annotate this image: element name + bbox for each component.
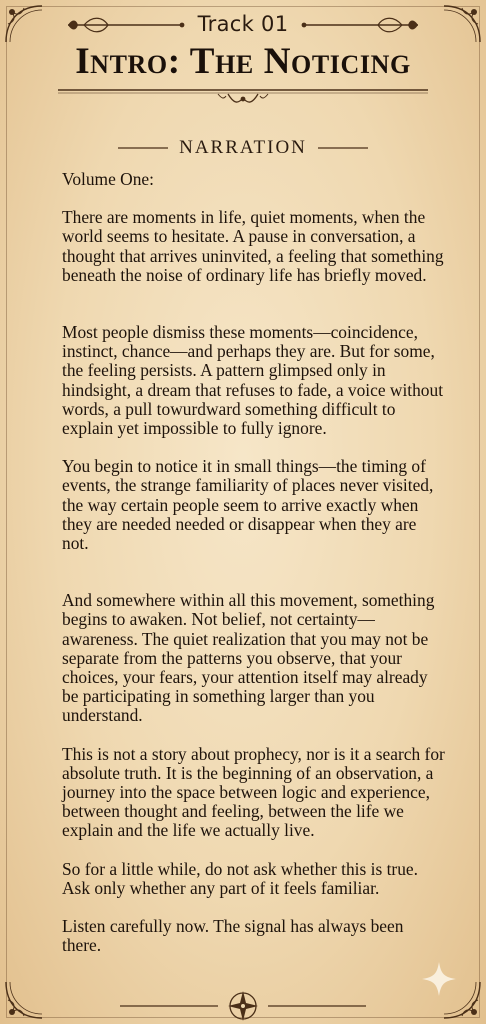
track-number: Track 01	[197, 12, 289, 36]
section-heading	[0, 137, 486, 159]
paragraph: There are moments in life, quiet moments, when the world seems to hesitate. A pause in conversation, a thought that arrives uninvited, a feeling that something beneath the noise of ordinary life has briefly moved.	[62, 207, 444, 285]
sparkle-icon[interactable]	[420, 960, 458, 998]
paragraph: You begin to notice it in small things—the timing of events, the strange familiarity of places never visited, the way certain people seem to arrive exactly when they are needed needed or disappear when they are not.	[62, 456, 434, 554]
volume-label: Volume One:	[62, 169, 154, 189]
narration-text	[62, 170, 446, 956]
section-rule-icon	[318, 147, 368, 149]
paragraph: Listen carefully now. The signal has always been there.	[62, 916, 404, 956]
compass-star-icon	[0, 988, 486, 1022]
paragraph: So for a little while, do not ask whether this is true. Ask only whether any part of it feels familiar.	[62, 858, 418, 898]
section-label: NARRATION	[179, 137, 307, 158]
paragraph: This is not a story about prophecy, nor is it a search for absolute truth. It is the beginning of an observation, a journey into the space between logic and experience, between thought and feeling, between the life we explain and the life we actually live.	[62, 743, 445, 841]
section-rule-icon	[118, 147, 168, 149]
track-header	[0, 12, 486, 84]
paragraph: Most people dismiss these moments—coincidence, instinct, chance—and perhaps they are. But for some, the feeling persists. A pattern glimpsed only in hindsight, a dream that refuses to fade, a voice without words, a pull towurdward something difficult to explain yet impossible to fully ignore.	[62, 322, 444, 439]
paragraph: And somewhere within all this movement, something begins to awaken. Not belief, not certainty—awareness. The quiet realization that you may not be separate from the patterns you observe, that your choices, your fears, your attention itself may already be participating in something larger than you understand.	[62, 590, 435, 726]
track-title: Intro: The Noticing	[75, 41, 411, 82]
title-divider-icon	[58, 84, 428, 108]
